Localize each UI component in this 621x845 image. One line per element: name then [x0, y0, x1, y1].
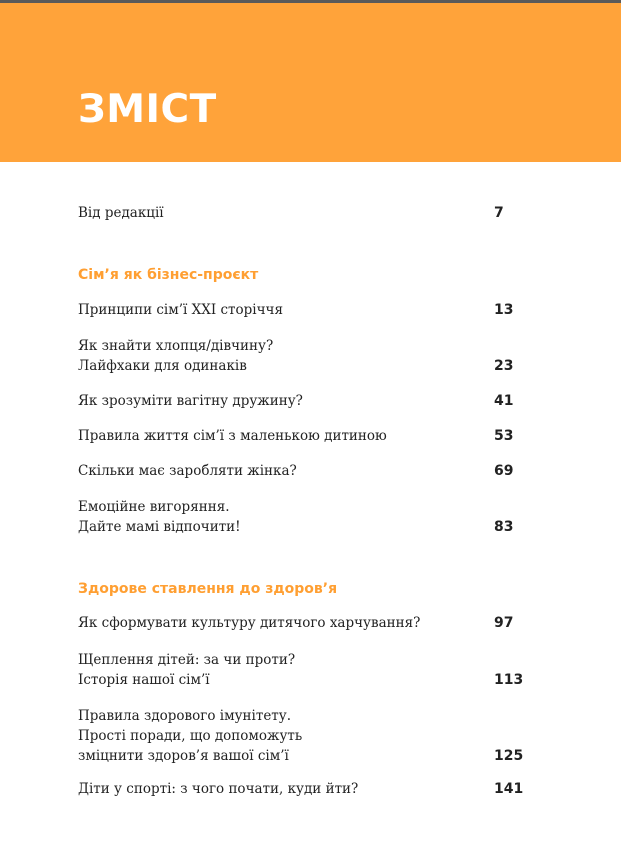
toc-entry-page: 97 — [494, 615, 514, 631]
toc-entry-line: Принципи сім’ї XXI сторіччя — [78, 302, 283, 318]
toc-entry-line: Щеплення дітей: за чи проти? — [78, 652, 296, 668]
toc-entry-title — [78, 461, 478, 481]
toc-entry-title — [78, 391, 478, 411]
toc-entry[interactable] — [78, 203, 528, 223]
toc-entry-page: 113 — [494, 672, 524, 688]
toc-entry-line: Дайте мамі відпочити! — [78, 519, 241, 535]
toc-entry-page: 41 — [494, 393, 514, 409]
toc-entry[interactable] — [78, 613, 528, 633]
toc-entry-line: Правила здорового імунітету. — [78, 708, 292, 724]
toc-entry-line: Історія нашої сім’ї — [78, 672, 210, 688]
toc-entry-page: 13 — [494, 302, 514, 318]
toc-entry-page: 69 — [494, 463, 514, 479]
toc-entry-line: зміцнити здоров’я вашої сім’ї — [78, 748, 289, 764]
toc-entry-title — [78, 336, 478, 376]
toc-entry-line: Від редакції — [78, 205, 164, 221]
toc-entry-line: Як зрозуміти вагітну дружину? — [78, 393, 303, 409]
toc-entry-page: 7 — [494, 205, 504, 221]
page-title: ЗМІСТ — [78, 87, 217, 132]
toc-entry-line: Правила життя сім’ї з маленькою дитиною — [78, 428, 387, 444]
toc-entry-line: Скільки має заробляти жінка? — [78, 463, 297, 479]
toc-entry-line: Лайфхаки для одинаків — [78, 358, 247, 374]
toc-entry[interactable] — [78, 779, 528, 799]
toc-entry-page: 141 — [494, 781, 524, 797]
toc-entry-title — [78, 779, 478, 799]
toc-entry-page: 125 — [494, 748, 524, 764]
toc-entry-line: Прості поради, що допоможуть — [78, 728, 303, 744]
toc-entry-page: 83 — [494, 519, 514, 535]
toc-entry-page: 53 — [494, 428, 514, 444]
toc-entry-line: Як знайти хлопця/дівчину? — [78, 338, 274, 354]
toc-entry[interactable] — [78, 497, 528, 537]
section-title: Сім’я як бізнес-проєкт — [78, 267, 259, 283]
toc-entry[interactable] — [78, 650, 528, 690]
toc-entry-title — [78, 497, 478, 537]
toc-entry[interactable] — [78, 336, 528, 376]
toc-entry[interactable] — [78, 426, 528, 446]
toc-entry-title — [78, 613, 478, 633]
toc-entry[interactable] — [78, 391, 528, 411]
section-title: Здорове ставлення до здоров’я — [78, 581, 338, 597]
toc-entry[interactable] — [78, 706, 528, 766]
toc-entry-title — [78, 650, 478, 690]
toc-entry-line: Як сформувати культуру дитячого харчування? — [78, 615, 421, 631]
toc-entry-title — [78, 426, 478, 446]
toc-entry[interactable] — [78, 300, 528, 320]
toc-entry-line: Емоційне вигоряння. — [78, 499, 230, 515]
toc-entry-title — [78, 203, 478, 223]
toc-entry-title — [78, 300, 478, 320]
toc-entry-title — [78, 706, 478, 766]
toc-entry[interactable] — [78, 461, 528, 481]
toc-entry-page: 23 — [494, 358, 514, 374]
toc-entry-line: Діти у спорті: з чого почати, куди йти? — [78, 781, 359, 797]
header-banner — [0, 3, 621, 162]
